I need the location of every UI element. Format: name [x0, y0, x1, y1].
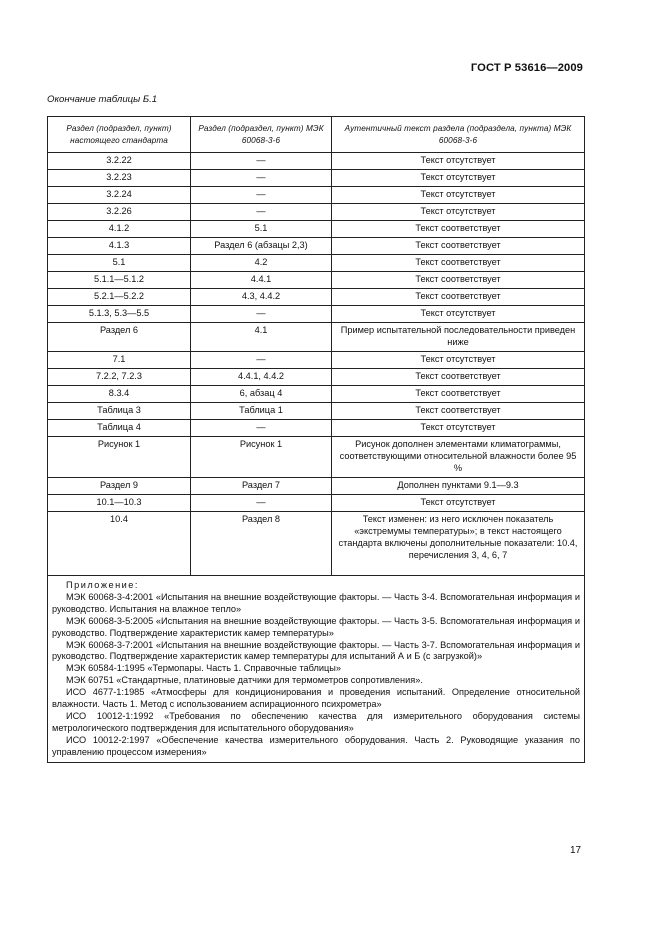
- table-row: [48, 272, 585, 289]
- table-row: [48, 221, 585, 238]
- table-cell: 4.2: [191, 255, 332, 272]
- table-cell: Таблица 1: [191, 403, 332, 420]
- table-row: [48, 204, 585, 221]
- table-cell: Текст соответствует: [332, 272, 585, 289]
- note-reference: МЭК 60584-1:1995 «Термопары. Часть 1. Справочные таблицы»: [66, 663, 341, 674]
- table-cell: 5.1: [48, 255, 191, 272]
- table-cell: —: [191, 204, 332, 221]
- table-cell: 5.1: [191, 221, 332, 238]
- table-cell: Текст отсутствует: [332, 204, 585, 221]
- table-row: [48, 403, 585, 420]
- table-cell: Текст соответствует: [332, 403, 585, 420]
- table-row: [48, 386, 585, 403]
- table-cell: Текст соответствует: [332, 255, 585, 272]
- table-cell: Текст отсутствует: [332, 153, 585, 170]
- table-cell: 5.1.1—5.1.2: [48, 272, 191, 289]
- notes-cell: [48, 576, 585, 763]
- table-row: [48, 420, 585, 437]
- table-row: [48, 153, 585, 170]
- table-cell: 3.2.23: [48, 170, 191, 187]
- table-row: [48, 238, 585, 255]
- table-cell: —: [191, 495, 332, 512]
- note-reference: ИСО 4677-1:1985 «Атмосферы для кондиционирования и проведения испытаний. Определение относительной влажности. Часть 1. Метод с использованием аспирационного психрометра»: [52, 687, 580, 710]
- table-row: [48, 323, 585, 352]
- document-number: ГОСТ Р 53616—2009: [470, 62, 583, 74]
- column-header: Раздел (подраздел, пункт) настоящего стандарта: [48, 117, 191, 153]
- correspondence-table: [47, 116, 585, 763]
- table-cell: Текст отсутствует: [332, 170, 585, 187]
- table-cell: 4.1.3: [48, 238, 191, 255]
- table-cell: Текст соответствует: [332, 221, 585, 238]
- table-cell: Рисунок дополнен элементами климатограммы, соответствующими относительной влажности более 95 %: [332, 437, 585, 478]
- table-cell: Пример испытательной последовательности приведен ниже: [332, 323, 585, 352]
- table-cell: 8.3.4: [48, 386, 191, 403]
- table-cell: 3.2.22: [48, 153, 191, 170]
- table-cell: 5.1.3, 5.3—5.5: [48, 306, 191, 323]
- table-cell: Раздел 7: [191, 478, 332, 495]
- table-cell: Текст отсутствует: [332, 187, 585, 204]
- table-row: [48, 369, 585, 386]
- table-header-row: [48, 117, 585, 153]
- table-cell: —: [191, 170, 332, 187]
- table-cell: Текст соответствует: [332, 386, 585, 403]
- table-row: [48, 437, 585, 478]
- table-cell: Дополнен пунктами 9.1—9.3: [332, 478, 585, 495]
- table-cell: Текст отсутствует: [332, 420, 585, 437]
- notes-row: [48, 576, 585, 763]
- table-cell: Раздел 6: [48, 323, 191, 352]
- table-cell: Таблица 4: [48, 420, 191, 437]
- table-cell: Текст соответствует: [332, 289, 585, 306]
- column-header: Раздел (подраздел, пункт) МЭК 60068-3-6: [191, 117, 332, 153]
- table-cell: —: [191, 187, 332, 204]
- table-cell: Раздел 8: [191, 512, 332, 576]
- note-reference: МЭК 60068-3-5:2005 «Испытания на внешние воздействующие факторы. — Часть 3-5. Вспомогательная информация и руководство. Подтверждение характеристик камер температуры»: [52, 615, 580, 638]
- notes-title: Приложение:: [66, 580, 139, 590]
- page-number: 17: [570, 845, 582, 856]
- table-cell: Текст отсутствует: [332, 352, 585, 369]
- table-cell: —: [191, 306, 332, 323]
- note-reference: ИСО 10012-1:1992 «Требования по обеспечению качества для измерительного оборудования системы метрологического подтверждения для испытательного оборудования»: [52, 710, 580, 733]
- table-cell: Рисунок 1: [48, 437, 191, 478]
- table-cell: Раздел 6 (абзацы 2,3): [191, 238, 332, 255]
- table-row: [48, 495, 585, 512]
- table-cell: 7.2.2, 7.2.3: [48, 369, 191, 386]
- table-row: [48, 255, 585, 272]
- table-cell: Раздел 9: [48, 478, 191, 495]
- table-cell: 4.3, 4.4.2: [191, 289, 332, 306]
- table-row: [48, 478, 585, 495]
- table-cell: Рисунок 1: [191, 437, 332, 478]
- table-cell: 10.1—10.3: [48, 495, 191, 512]
- table-cell: 3.2.24: [48, 187, 191, 204]
- table-row: [48, 352, 585, 369]
- table-cell: Текст изменен: из него исключен показатель «экстремумы температуры»; в текст настоящего стандарта включены дополнительные показатели: 10.4, перечисления 3, 4, 6, 7: [332, 512, 585, 576]
- table-cell: —: [191, 420, 332, 437]
- table-cell: Текст соответствует: [332, 238, 585, 255]
- table-row: [48, 306, 585, 323]
- table-row: [48, 289, 585, 306]
- table-cell: Таблица 3: [48, 403, 191, 420]
- table-cell: 3.2.26: [48, 204, 191, 221]
- table-cell: 4.1.2: [48, 221, 191, 238]
- table-cell: —: [191, 352, 332, 369]
- table-cell: 4.4.1, 4.4.2: [191, 369, 332, 386]
- table-cell: 10.4: [48, 512, 191, 576]
- table-cell: 7.1: [48, 352, 191, 369]
- table-cell: Текст отсутствует: [332, 495, 585, 512]
- table-row: [48, 187, 585, 204]
- table-cell: Текст отсутствует: [332, 306, 585, 323]
- table-cell: 5.2.1—5.2.2: [48, 289, 191, 306]
- note-reference: МЭК 60068-3-4:2001 «Испытания на внешние воздействующие факторы. — Часть 3-4. Вспомогательная информация и руководство. Испытания на влажное тепло»: [52, 591, 580, 614]
- table-cell: Текст соответствует: [332, 369, 585, 386]
- note-reference: ИСО 10012-2:1997 «Обеспечение качества измерительного оборудования. Часть 2. Руководящие указания по управлению процессом измерения»: [52, 734, 580, 757]
- table-cell: 6, абзац 4: [191, 386, 332, 403]
- table-row: [48, 512, 585, 576]
- note-reference: МЭК 60068-3-7:2001 «Испытания на внешние воздействующие факторы. — Часть 3-7. Вспомогательная информация и руководство. Подтверждение характеристик камер температуры для испытаний А и Б (с загрузкой)»: [52, 639, 580, 662]
- column-header: Аутентичный текст раздела (подраздела, пункта) МЭК 60068-3-6: [332, 117, 585, 153]
- table-cell: —: [191, 153, 332, 170]
- table-cell: 4.1: [191, 323, 332, 352]
- table-caption: Окончание таблицы Б.1: [47, 94, 158, 105]
- table-row: [48, 170, 585, 187]
- table-cell: 4.4.1: [191, 272, 332, 289]
- note-reference: МЭК 60751 «Стандартные, платиновые датчики для термометров сопротивления».: [66, 675, 423, 686]
